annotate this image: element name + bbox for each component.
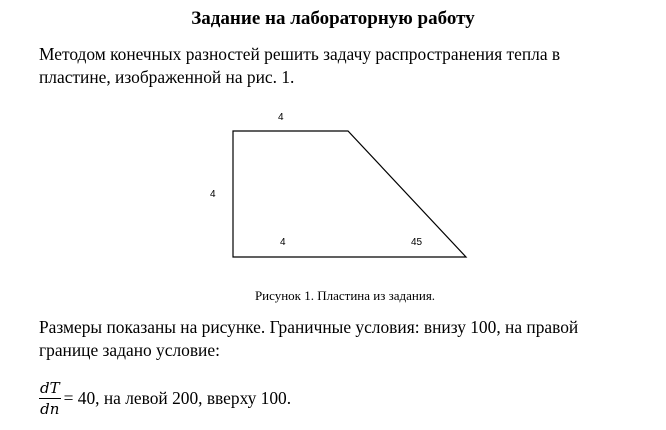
derivative-fraction xyxy=(39,378,61,419)
trapezoid-plate-outline xyxy=(233,131,466,257)
dimension-left: 4 xyxy=(210,189,216,200)
intro-paragraph xyxy=(39,43,560,89)
intro-line-2: пластине, изображенной на рис. 1. xyxy=(39,67,295,87)
conditions-paragraph xyxy=(39,316,578,362)
formula-rest-text: = 40, на левой 200, вверху 100. xyxy=(63,387,292,408)
page-title: Задание на лабораторную работу xyxy=(191,8,475,29)
dimension-angle: 45 xyxy=(411,237,423,248)
intro-line-1: Методом конечных разностей решить задачу распространения тепла в xyxy=(39,44,561,64)
fraction-denominator: dn xyxy=(40,399,60,418)
conditions-line-2: границе задано условие: xyxy=(39,340,220,360)
fraction-numerator: dT xyxy=(40,378,60,397)
plate-figure xyxy=(200,104,480,264)
boundary-formula xyxy=(39,374,291,422)
dimension-bottom: 4 xyxy=(280,237,286,248)
dimension-top: 4 xyxy=(278,112,284,123)
figure-caption: Рисунок 1. Пластина из задания. xyxy=(254,288,436,303)
conditions-line-1: Размеры показаны на рисунке. Граничные условия: внизу 100, на правой xyxy=(39,317,579,337)
